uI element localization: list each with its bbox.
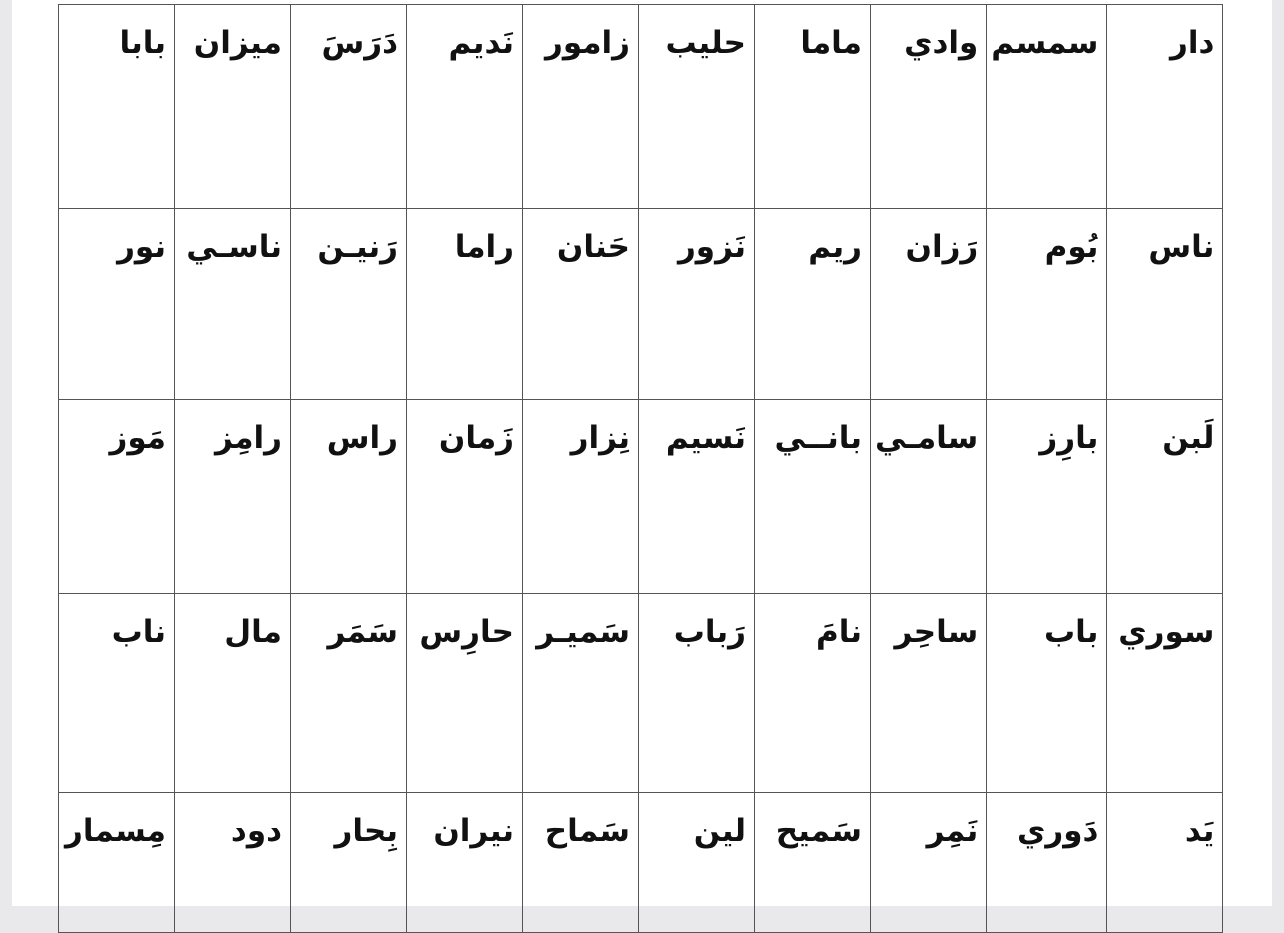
word-text: راما <box>454 229 514 265</box>
word-text: نور <box>117 229 166 265</box>
word-text: سمسم <box>991 25 1099 61</box>
word-text: ناب <box>111 614 166 650</box>
word-text: يَد <box>1184 813 1215 849</box>
word-text: بانــي <box>774 420 862 456</box>
word-cell <box>755 5 871 209</box>
worksheet-page <box>12 0 1272 906</box>
word-cell <box>987 400 1107 594</box>
word-text: سامـي <box>875 420 979 456</box>
word-text: سَماح <box>544 813 630 849</box>
word-text: رامِز <box>215 420 282 456</box>
word-text: باب <box>1043 614 1099 650</box>
word-cell <box>987 793 1107 933</box>
word-cell <box>291 594 407 793</box>
word-text: بُوم <box>1044 229 1099 265</box>
word-cell <box>1107 793 1223 933</box>
word-text: نَمِر <box>926 813 979 849</box>
word-cell <box>523 594 639 793</box>
word-cell <box>407 400 523 594</box>
word-cell <box>59 793 175 933</box>
word-text: دَوري <box>1016 813 1099 849</box>
word-cell <box>639 400 755 594</box>
table-row <box>59 5 1223 209</box>
word-cell <box>871 400 987 594</box>
word-cell <box>871 793 987 933</box>
word-cell <box>175 793 291 933</box>
word-cell <box>291 5 407 209</box>
word-text: بارِز <box>1039 420 1099 456</box>
word-cell <box>755 793 871 933</box>
word-cell <box>871 5 987 209</box>
word-text: زَمان <box>438 420 514 456</box>
word-text: بابا <box>119 25 166 61</box>
word-cell <box>59 209 175 400</box>
word-text: رَنيـن <box>317 229 398 265</box>
word-text: نِزار <box>570 420 630 456</box>
word-text: ناس <box>1148 229 1215 265</box>
word-text: نَسيم <box>665 420 746 456</box>
word-cell <box>987 5 1107 209</box>
word-cell <box>639 5 755 209</box>
word-text: وادي <box>904 25 979 61</box>
word-cell <box>59 5 175 209</box>
word-text: مِسمار <box>64 813 166 849</box>
word-text: ريم <box>808 229 862 265</box>
word-text: سوري <box>1118 614 1215 650</box>
table-row <box>59 594 1223 793</box>
word-cell <box>523 5 639 209</box>
word-text: سَميـر <box>536 614 630 650</box>
word-text: ناسـي <box>186 229 282 265</box>
word-cell <box>407 5 523 209</box>
word-cell <box>175 594 291 793</box>
word-text: مَوز <box>109 420 166 456</box>
word-cell <box>1107 594 1223 793</box>
word-cell <box>291 400 407 594</box>
word-cell <box>871 594 987 793</box>
word-text: سَمَر <box>327 614 398 650</box>
word-text: حارِس <box>419 614 514 650</box>
table-row <box>59 793 1223 933</box>
word-text: ميزان <box>193 25 282 61</box>
word-text: رَباب <box>673 614 746 650</box>
word-cell <box>755 400 871 594</box>
word-cell <box>175 209 291 400</box>
word-cell <box>59 594 175 793</box>
word-cell <box>987 594 1107 793</box>
word-cell <box>175 5 291 209</box>
word-cell <box>639 793 755 933</box>
word-cell <box>1107 400 1223 594</box>
word-text: دود <box>230 813 282 849</box>
word-cell <box>407 594 523 793</box>
word-cell <box>523 209 639 400</box>
word-text: سَميح <box>775 813 862 849</box>
word-text: راس <box>326 420 398 456</box>
word-cell <box>523 793 639 933</box>
word-cell <box>639 209 755 400</box>
word-cell <box>755 594 871 793</box>
word-text: نامَ <box>815 614 862 650</box>
word-cell <box>1107 209 1223 400</box>
word-cell <box>755 209 871 400</box>
word-text: حليب <box>665 25 746 61</box>
word-cell <box>523 400 639 594</box>
word-text: رَزان <box>905 229 979 265</box>
word-text: لين <box>693 813 746 849</box>
word-text: حَنان <box>556 229 630 265</box>
word-text: دار <box>1170 25 1215 61</box>
word-text: بِحار <box>334 813 398 849</box>
word-text: ماما <box>800 25 862 61</box>
word-table <box>58 4 1223 933</box>
word-text: دَرَسَ <box>321 25 398 61</box>
word-cell <box>407 793 523 933</box>
word-cell <box>987 209 1107 400</box>
word-cell <box>291 209 407 400</box>
word-text: لَبن <box>1162 420 1215 456</box>
word-cell <box>59 400 175 594</box>
table-row <box>59 209 1223 400</box>
word-cell <box>175 400 291 594</box>
table-row <box>59 400 1223 594</box>
word-cell <box>291 793 407 933</box>
word-text: مال <box>224 614 282 650</box>
word-text: نَديم <box>448 25 514 61</box>
word-cell <box>407 209 523 400</box>
word-text: نَزور <box>677 229 746 265</box>
word-text: ساحِر <box>894 614 979 650</box>
word-text: نيران <box>433 813 514 849</box>
word-text: زامور <box>545 25 630 61</box>
word-cell <box>639 594 755 793</box>
word-cell <box>1107 5 1223 209</box>
word-cell <box>871 209 987 400</box>
